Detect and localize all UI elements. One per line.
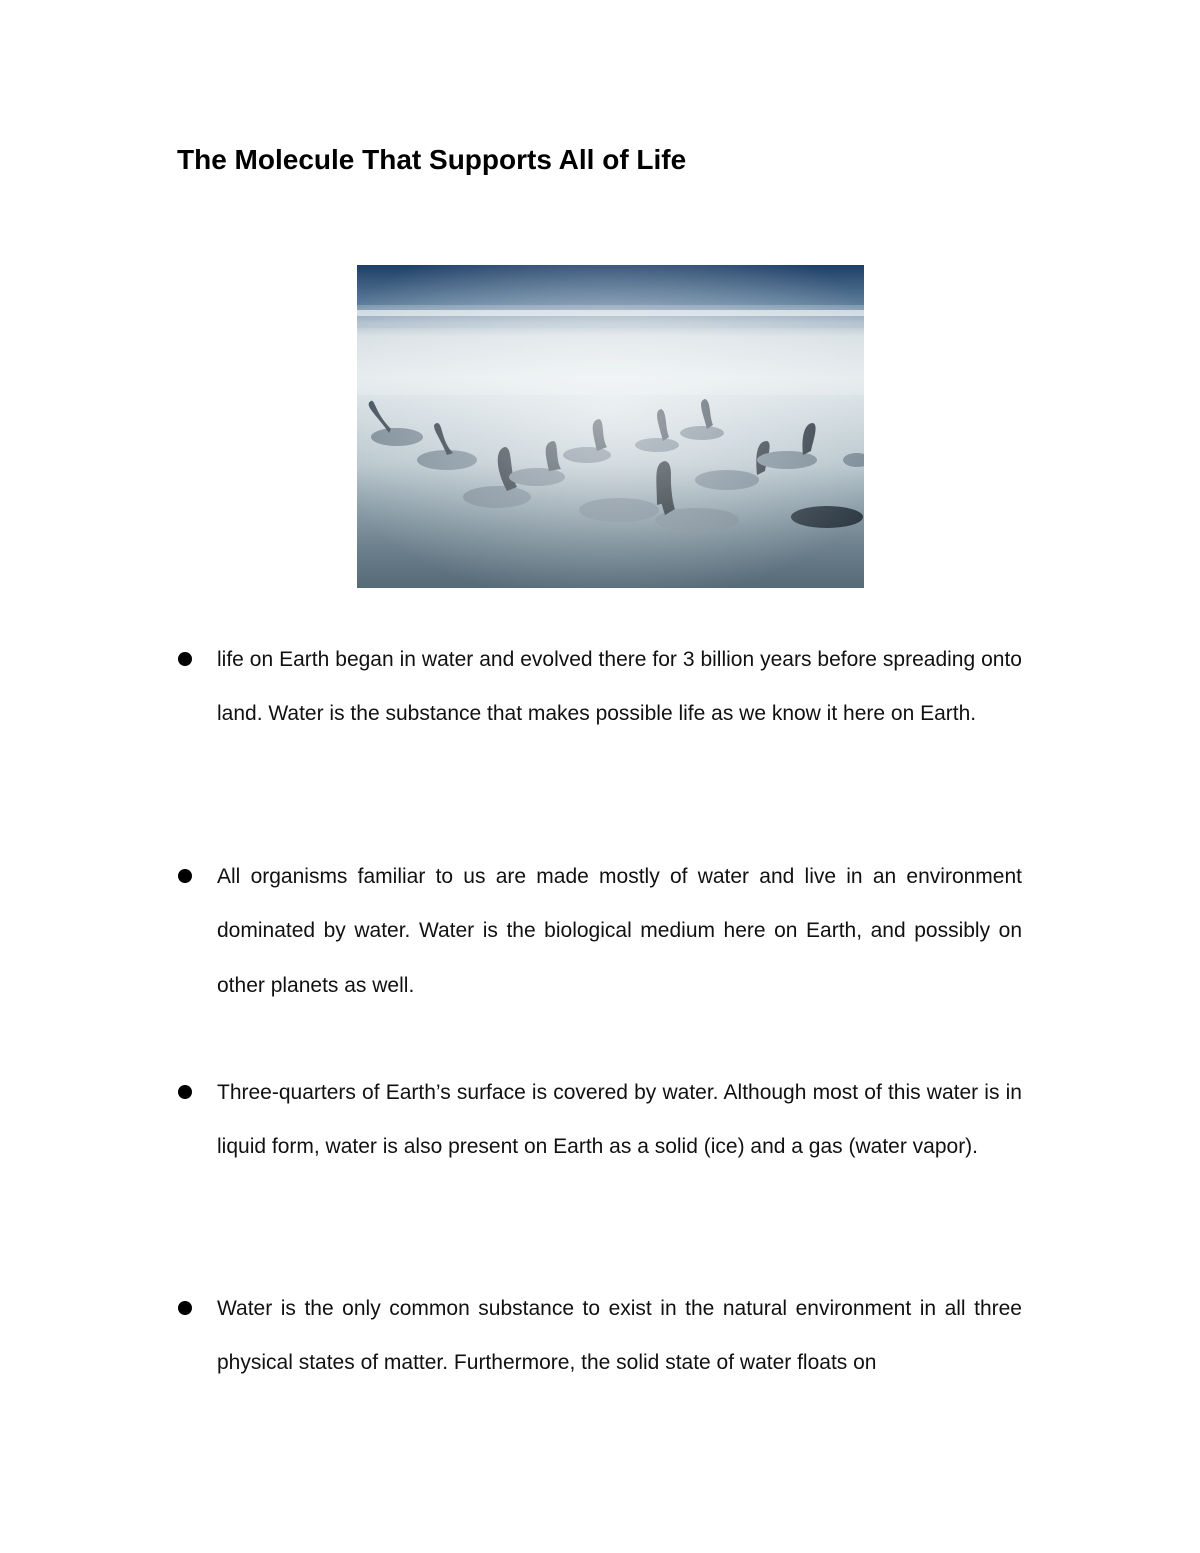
bullet-icon — [178, 869, 192, 883]
swans-photo — [357, 265, 864, 588]
bullet-icon — [178, 652, 192, 666]
page-title: The Molecule That Supports All of Life — [177, 144, 687, 175]
bullet-text: All organisms familiar to us are made mostly of water and live in an environment dominated by water. Water is the biological medium here on Earth, and possibly on other planets as well. — [217, 865, 1022, 997]
bullet-icon — [178, 1085, 192, 1099]
bullet-text: Three-quarters of Earth’s surface is covered by water. Although most of this water is in liquid form, water is also present on Earth as a solid (ice) and a gas (water vapor). — [217, 1081, 1022, 1159]
bullet-text: Water is the only common substance to exist in the natural environment in all three physical states of matter. Furthermore, the solid state of water floats on — [217, 1297, 1022, 1375]
bullet-icon — [178, 1301, 192, 1315]
bullet-text: life on Earth began in water and evolved there for 3 billion years before spreading onto land. Water is the substance that makes possible life as we know it here on Earth. — [217, 648, 1022, 726]
